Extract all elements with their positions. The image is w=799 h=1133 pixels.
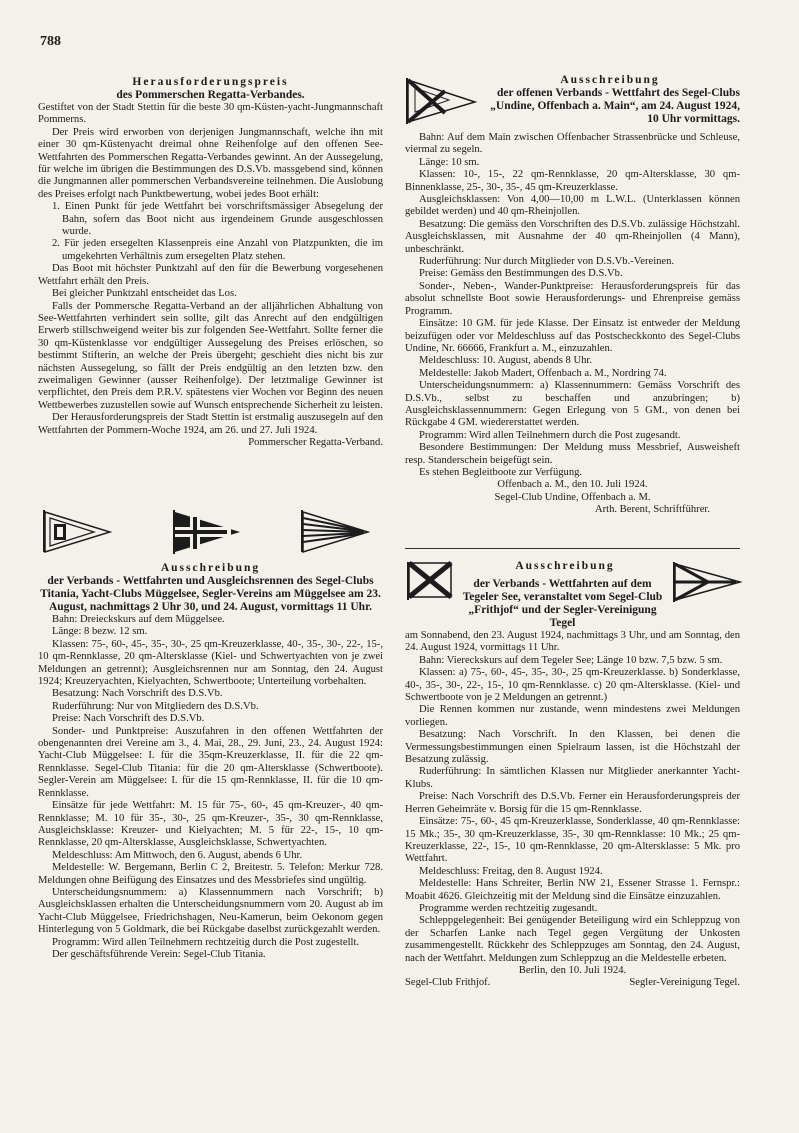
undine-ausgleich: Ausgleichsklassen: Von 4,00—10,00 m L.W.L. (Unterklassen können gebildet werden) und 40 qm-Rheinjollen. [405, 194, 740, 218]
undine-meldeschluss: Meldeschluss: 10. August, abends 8 Uhr. [419, 355, 593, 367]
segler-verein-pennant-icon [300, 508, 370, 554]
tegel-sig-tegel: Segler-Vereinigung Tegel. [629, 977, 740, 989]
undine-preise: Preise: Gemäss den Bestimmungen des D.S.Vb. [419, 268, 623, 280]
undine-sonderpreise: Sonder-, Neben-, Wander-Punktpreise: Herausforderungspreis für das absolut schnellste Boot sowie Herausforderungs- und Ehrenpreise gemäss Programm. [405, 280, 740, 317]
prize-title: Herausforderungspreis [132, 76, 289, 88]
ann-laenge: Länge: 8 bezw. 12 sm. [52, 626, 148, 638]
tegel-dates: am Sonnabend, den 23. August 1924, nachmittags 3 Uhr, und am Sonntag, den 24. August 1924, vormittags 11 Uhr. [405, 630, 740, 654]
ann-sonderpreise: Sonder- und Punktpreise: Auszufahren in den offenen Wettfahrten der obengenannten drei Vereine am 3., 4. Mai, 28., 29. Juni, 23., 24. August 1924: Yacht-Club Müggelsee: I. für die 35qm-Kreuzerklasse, II. für die 22 qm-Rennklasse. Segel-Club Titania: für die 20 qm-Altersklasse (Schwertboote). Segler-Verein am Müggelsee: I. für die 15 qm-Rennklasse, II. für die 10 qm-Rennklasse. [38, 725, 383, 799]
tegel-besatzung: Besatzung: Nach Vorschrift. In den Klassen, bei denen die Vermessungsbestimmungen einen Spielraum lassen, ist die Höchstzahl der Besatzung zulässig. [405, 729, 740, 766]
undine-pennant-icon [405, 76, 477, 126]
undine-announcement [405, 132, 740, 517]
tegel-einsaetze: Einsätze: 75-, 60-, 45 qm-Kreuzerklasse, Sonderklasse, 40 qm-Rennklasse: 15 Mk.; 35-, 30 qm-Kreuzerklasse, 35-, 30 qm-Rennklasse: 10 Mk.; 25 qm-Kreuzerklasse, 22-, 15-, 10 qm-Rennklasse, 20 qm-Altersklasse: 5 Mk. pro Wettfahrt. [405, 816, 740, 865]
ann-verein: Der geschäftsführende Verein: Segel-Club Titania. [52, 948, 266, 960]
ann-bahn: Bahn: Dreieckskurs auf dem Müggelsee. [52, 614, 225, 625]
undine-laenge: Länge: 10 sm. [419, 156, 480, 168]
ann-klassen: Klassen: 75-, 60-, 45-, 35-, 30-, 25 qm-Kreuzerklasse, 40-, 35-, 30-, 22-, 15-, 10 qm-Rennklasse, 20 qm-Altersklasse (Kiel- und Schwertyachten von je zwei Meldungen an getrennt); Ausgleichsrennen nur am Sonntag, den 24. August 1924; Kreuzeryachten, Kielyachten, Schwertboote; Unterteilung vorbehalten. [38, 638, 383, 688]
undine-nummern: Unterscheidungsnummern: a) Klassennummern: Gemäss Vorschrift des D.S.Vb., selbst zu beschaffen und anzubringen; b) Ausgleichsklassennummern: Gegen Erlegung von 5 GM., von denen bei Rückgabe 4 GM. wiedererstattet werden. [405, 380, 740, 429]
undine-club: Segel-Club Undine, Offenbach a. M. [494, 491, 651, 503]
section-divider [405, 548, 740, 549]
ann-title: Ausschreibung [160, 562, 261, 574]
tegel-meldeschluss: Meldeschluss: Freitag, den 8. August 1924. [419, 865, 603, 877]
tegel-title: Ausschreibung [515, 560, 615, 572]
tegel-date: Berlin, den 10. Juli 1924. [518, 964, 627, 976]
tegel-ruder: Ruderführung: In sämtlichen Klassen nur Mitglieder anerkannter Yacht-Klubs. [405, 766, 740, 790]
tegel-meldestelle: Meldestelle: Hans Schreiter, Berlin NW 21, Essener Strasse 1. Fernspr.: Moabit 4626. Gleichzeitig mit der Meldung sind die Einsätze einzuzahlen. [405, 878, 740, 902]
undine-ruder: Ruderführung: Nur durch Mitglieder von D.S.Vb.-Vereinen. [419, 256, 675, 268]
undine-subtitle: der offenen Verbands - Wettfahrt des Segel-Clubs „Undine, Offenbach a. Main“, am 24. August 1924, 10 Uhr vormittags. [490, 87, 740, 125]
page-number: 788 [40, 34, 61, 49]
tegel-announcement [405, 578, 740, 990]
undine-bahn: Bahn: Auf dem Main zwischen Offenbacher Strassenbrücke und Schleuse, viermal zu segeln. [405, 132, 740, 156]
prize-subtitle: des Pommerschen Regatta-Verbandes. [116, 89, 305, 101]
ann-besatzung: Besatzung: Nach Vorschrift des D.S.Vb. [52, 688, 223, 700]
tegel-sig-frithjof: Segel-Club Frithjof. [405, 977, 491, 989]
ann-preise: Preise: Nach Vorschrift des D.S.Vb. [52, 713, 205, 725]
undine-begleitboote: Es stehen Begleitboote zur Verfügung. [419, 466, 583, 478]
undine-programm: Programm: Wird allen Teilnehmern durch die Post zugesandt. [419, 429, 681, 441]
tegel-bahn: Bahn: Viereckskurs auf dem Tegeler See; Länge 10 bzw. 7,5 bzw. 5 sm. [419, 654, 723, 666]
tegel-rennen: Die Rennen kommen nur zustande, wenn mindestens zwei Meldungen vorliegen. [405, 704, 740, 728]
prize-signature: Pommerscher Regatta-Verband. [248, 436, 383, 448]
prize-li1: 1. Einen Punkt für jede Wettfahrt bei vorschriftsmässiger Absegelung der Bahn, sofern das Boot nicht aus irgendeinem Grunde ausgeschlossen wurde. [52, 201, 383, 238]
tegel-programme: Programme werden rechtzeitig zugesandt. [419, 902, 598, 914]
ann-ruderfuehrung: Ruderführung: Nur von Mitgliedern des D.S.Vb. [52, 700, 259, 712]
undine-title: Ausschreibung [560, 74, 660, 86]
ann-meldeschluss: Meldeschluss: Am Mittwoch, den 6. August, abends 6 Uhr. [52, 849, 303, 861]
tegel-schlepp: Schleppgelegenheit: Bei genügender Beteiligung wird ein Schleppzug von der Scharfen Lanke nach Tegel gegen Vergütung der Unkosten zusammengestellt. Rückkehr des Schleppzuges am Sonntag, den 24. August, nach der Wettfahrt. Meldungen zum Schleppzug an die Meldestelle erbeten. [405, 915, 740, 964]
ann-unterscheidung: Unterscheidungsnummern: a) Klassennummern nach Vorschrift; b) Ausgleichsklassen erhalten die Unterscheidungsnummern vom 20. August ab im Yacht-Club Müggelsee, Friedrichshagen, Neu-Kamerun, beim Oekonom gegen Hinterlegung von 5 Goldmark, die bei Rückgabe daselbst zurückgezahlt werden. [38, 886, 383, 936]
prize-p5: Falls der Pommersche Regatta-Verband an der alljährlichen Abhaltung von See-Wettfahrten verhindert sein sollte, gilt das Anrecht auf den endgültigen Erwerb stillschweigend weiter bis zur folgenden See-Wettfahrt. Sollte ferner die 30 qm-Küstenklasse vor endgültiger Aussegelung des Preises erlöschen, so bestimmt Stifterin, an welche der Preis übergeht; geschieht dies nicht bis zur nächsten Aussegelung, so fällt der Preis endgültig an den letzten bzw. den zweimaligen Gewinner (ausser Reihenfolge). Der letztmalige Gewinner ist verpflichtet, den Preis dem P.R.V. spätestens vier Wochen vor Beginn des neuen Wettbewerbes zuzustellen sowie auf Wunsch entsprechende Sicherheit zu leisten. [38, 300, 383, 411]
tegel-subtitle: der Verbands - Wettfahrten auf dem Tegeler See, veranstaltet vom Segel-Club „Frithjof“ und der Segler-Vereinigung Tegel [462, 578, 663, 629]
ann-meldestelle: Meldestelle: W. Bergemann, Berlin C 2, Breitestr. 5. Telefon: Merkur 728. Meldungen ohne Beifügung des Einsatzes und des Messbriefes sind ungültig. [38, 862, 383, 886]
tegel-klassen: Klassen: a) 75-, 60-, 45-, 35-, 30-, 25 qm-Kreuzerklasse. b) Sonderklasse, 40-, 35-, 30-, 22-, 15-, 10 qm-Rennklasse. c) 20 qm-Altersklasse. (Kiel- und Schwertboote von je 2 Meldungen an getrennt.) [405, 667, 740, 704]
undine-bestimmungen: Besondere Bestimmungen: Der Meldung muss Messbrief, Ausweisheft resp. Standerschein beigefügt sein. [405, 442, 740, 466]
prize-p6: Der Herausforderungspreis der Stadt Stettin ist erstmalig auszusegeln auf den Wettfahrten der Pommern-Woche 1924, am 26. und 27. Juli 1924. [38, 412, 383, 436]
prize-p1: Gestiftet von der Stadt Stettin für die beste 30 qm-Küsten-yacht-Jungmannschaft Pommerns. [38, 102, 383, 126]
undine-heading [480, 74, 740, 126]
prize-p4: Bei gleicher Punktzahl entscheidet das Los. [52, 288, 237, 300]
prize-li2: 2. Für jeden ersegelten Klassenpreis eine Anzahl von Platzpunkten, die im umgekehrten Verhältnis zum ersegelten Platz stehen. [52, 238, 383, 262]
undine-klassen: Klassen: 10-, 15-, 22 qm-Rennklasse, 20 qm-Altersklasse, 30 qm-Binnenklasse, 25-, 30-, 35-, 45 qm-Kreuzerklasse. [405, 169, 740, 193]
undine-signer: Arth. Berent, Schriftführer. [594, 504, 710, 516]
undine-date: Offenbach a. M., den 10. Juli 1924. [497, 479, 648, 491]
mueggelsee-announcement [38, 562, 383, 961]
ann-subtitle: der Verbands - Wettfahrten und Ausgleichsrennen des Segel-Clubs Titania, Yacht-Clubs Müggelsee, Segler-Vereins am Müggelsee am 23. August, nachmittags 2 Uhr 30, und 24. August, vormittags 11 Uhr. [40, 575, 381, 613]
titania-pennant-icon [42, 508, 112, 554]
undine-meldestelle: Meldestelle: Jakob Madert, Offenbach a. M., Nordring 74. [419, 367, 667, 379]
tegel-heading-top [460, 560, 670, 573]
ann-programm: Programm: Wird allen Teilnehmern rechtzeitig durch die Post zugestellt. [52, 936, 360, 948]
tegel-preise: Preise: Nach Vorschrift des D.S.Vb. Ferner ein Herausforderungspreis der Herren Geheimräte v. Borsig für die 15 qm-Rennklasse. [405, 791, 740, 815]
left-column [38, 76, 383, 449]
undine-besatzung: Besatzung: Die gemäss den Vorschriften des D.S.Vb. zulässige Höchstzahl. Ausgleichsklassen, mit Ausnahme der 40 qm-Rheinjollen (4 Mann), unbeschränkt. [405, 218, 740, 255]
undine-einsaetze: Einsätze: 10 GM. für jede Klasse. Der Einsatz ist entweder der Meldung beizufügen oder vor Meldeschluss auf das Postscheckkonto des Segel-Clubs Undine, Nr. 66666, Frankfurt a. M., einzuzahlen. [405, 318, 740, 354]
prize-p2: Der Preis wird erworben von derjenigen Jungmannschaft, welche ihn mit einer 30 qm-Küstenyacht dreimal ohne Reihenfolge auf den offenen See-Wettfahrten des Pommerschen Regatta-Verbandes gewinnt. An der Aussegelung, für welche im übrigen die Bestimmungen des D.S.Vb. massgebend sind, können die Jungmannen aller pommerschen Verbandsvereine teilnehmen. Die Auslobung des Preises erfolgt nach Punktbewertung, wobei jedes Boot erhält: [38, 126, 383, 200]
ann-einsaetze: Einsätze für jede Wettfahrt: M. 15 für 75-, 60-, 45 qm-Kreuzer-, 40 qm-Rennklasse; M. 10 für 35-, 30-, 25 qm-Kreuzer-, 35-, 30 qm-Rennklasse, Ausgleichsklasse: Kreuzer- und Kielyachten; M. 5 für 22-, 15-, 10 qm-Rennklasse, 20 qm-Altersklasse, Ausgleichsklasse, Schwertyachten. [38, 800, 383, 849]
muggelsee-pennant-icon [172, 508, 242, 556]
prize-p3: Das Boot mit höchster Punktzahl auf den für die Bewerbung vorgesehenen Wettfahrt erhält den Preis. [38, 263, 383, 287]
tegel-signatures [405, 977, 740, 989]
